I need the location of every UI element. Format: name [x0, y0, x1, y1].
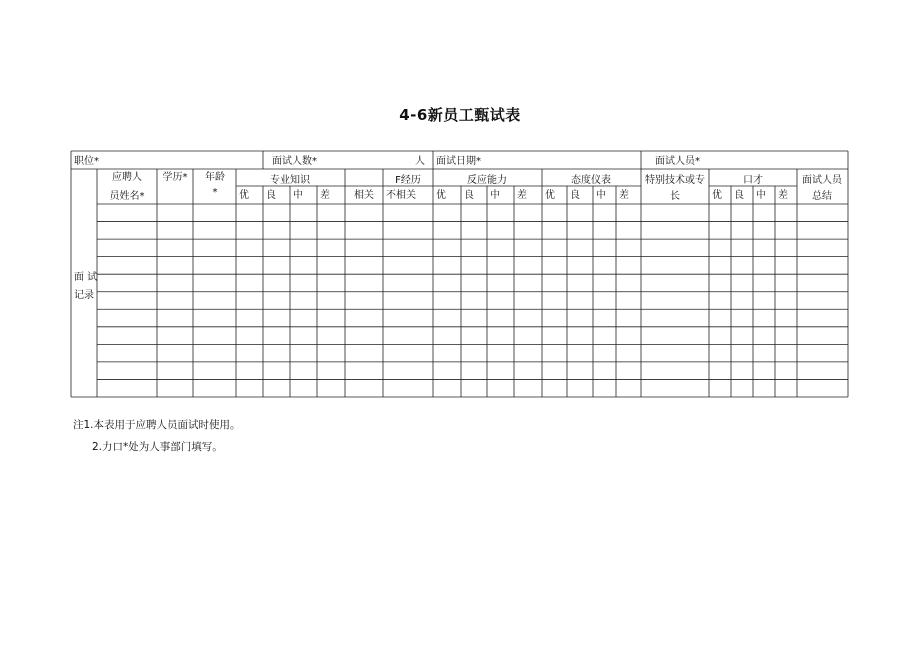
- demeanor-header: 态度仪表: [571, 175, 611, 186]
- applicant-name-header-1: 应聘人: [112, 172, 142, 183]
- relevance-label-relevant: 相关: [354, 190, 374, 201]
- notes: [73, 414, 241, 458]
- summary-header-2: 总结: [812, 191, 832, 202]
- grade-label-1-1: 良: [464, 190, 474, 201]
- age-header-2: *: [212, 187, 218, 198]
- relevance-label-irrelevant: 不相关: [386, 190, 416, 201]
- form-title: 4-6新员工甄试表: [399, 106, 521, 124]
- education-header: 学历*: [162, 172, 188, 183]
- summary-header-1: 面试人员: [802, 175, 842, 186]
- grade-label-0-2: 中: [293, 190, 303, 201]
- people-unit-label: 人: [415, 156, 425, 167]
- grade-label-0-3: 差: [320, 190, 330, 201]
- interview-date-label: 面试日期*: [436, 156, 481, 167]
- grade-label-0-0: 优: [239, 190, 249, 201]
- grade-label-1-3: 差: [517, 190, 527, 201]
- grade-label-2-1: 良: [570, 190, 580, 201]
- section-label-line1: 面 试: [74, 272, 98, 283]
- knowledge-header: 专业知识: [270, 175, 310, 186]
- interviewer-label: 面试人员*: [655, 156, 700, 167]
- age-header-1: 年龄: [205, 172, 225, 183]
- grade-label-3-2: 中: [756, 190, 766, 201]
- grade-label-2-0: 优: [545, 190, 555, 201]
- grade-label-1-2: 中: [490, 190, 500, 201]
- special-skills-header-1: 特别技术或专: [645, 175, 705, 186]
- eloquence-header: 口才: [743, 175, 763, 186]
- grade-label-3-1: 良: [734, 190, 744, 201]
- grade-label-2-2: 中: [596, 190, 606, 201]
- grade-label-3-3: 差: [778, 190, 788, 201]
- response-header: 反应能力: [467, 175, 507, 186]
- note-2: 2.力口*处为人事部门填写。: [92, 441, 223, 453]
- experience-header: F经历: [395, 175, 421, 186]
- interview-count-label: 面试人数*: [272, 156, 317, 167]
- grade-label-2-3: 差: [619, 190, 629, 201]
- grade-label-1-0: 优: [436, 190, 446, 201]
- grade-label-3-0: 优: [712, 190, 722, 201]
- note-1: 注1.本表用于应聘人员面试时使用。: [73, 419, 241, 431]
- special-skills-header-2: 长: [670, 191, 680, 202]
- section-label-line2: 记录: [74, 290, 94, 301]
- applicant-name-header-2: 员姓名*: [109, 191, 145, 202]
- position-label: 职位*: [74, 156, 99, 167]
- grade-label-0-1: 良: [266, 190, 276, 201]
